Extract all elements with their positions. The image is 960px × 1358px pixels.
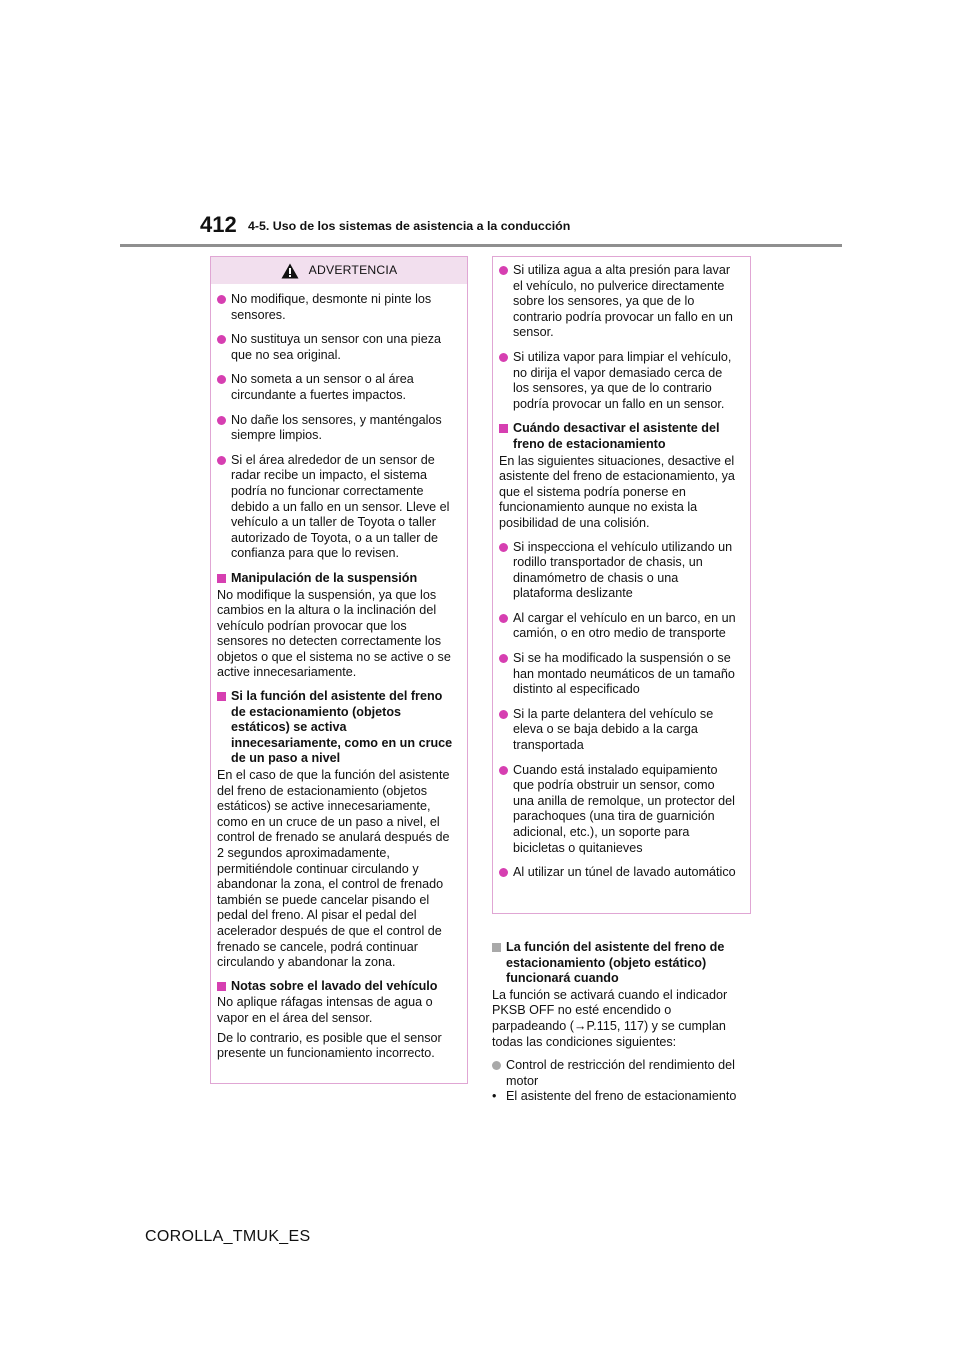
bullet-icon xyxy=(499,543,508,552)
suspension-text: No modifique la suspensión, ya que los cambios en la altura o la inclinación del vehículo podrían provocar que los sensores no detecten correctamente los objetos o que el sistema no se active o se active innecesariamente. xyxy=(217,587,451,680)
warning-item: Si utiliza agua a alta presión para lavar el vehículo, no pulverice directamente sobre los sensores, ya que de lo contrario podría provocar un fallo en un sensor. xyxy=(499,263,738,341)
footer-model-code: COROLLA_TMUK_ES xyxy=(145,1228,311,1245)
square-bullet-icon xyxy=(492,943,501,952)
deactivate-item: Si se ha modificado la suspensión o se han montado neumáticos de un tamaño distinto al especificado xyxy=(499,651,738,698)
wash-text-1: No aplique ráfagas intensas de agua o vapor en el área del sensor. xyxy=(217,995,433,1025)
bullet-icon xyxy=(217,416,226,425)
warning-item: Si el área alrededor de un sensor de radar recibe un impacto, el sistema podría no funcionar correctamente debido a un fallo en un sensor. Lleve el vehículo a un taller de Toyota o taller autorizado de Toyota, o a un taller de confianza para que lo revisen. xyxy=(217,453,455,562)
wash-heading: Notas sobre el lavado del vehículo xyxy=(217,979,455,995)
bullet-icon xyxy=(499,710,508,719)
deactivate-item: Cuando está instalado equipamiento que podría obstruir un sensor, como una anilla de remolque, un protector del parachoques (una tira de guarnición adicional, etc.), un soporte para bicicletas o quitanieves xyxy=(499,763,738,857)
suspension-heading: Manipulación de la suspensión xyxy=(217,571,455,587)
bullet-icon xyxy=(499,654,508,663)
wash-text-2: De lo contrario, es posible que el sensor presente un funcionamiento incorrecto. xyxy=(217,1030,442,1061)
bullet-icon xyxy=(217,456,226,465)
bullet-icon xyxy=(499,766,508,775)
deactivate-item: Al cargar el vehículo en un barco, en un camión, o en otro medio de transporte xyxy=(499,611,738,642)
header-divider xyxy=(120,244,842,247)
bullet-icon xyxy=(217,375,226,384)
warning-item: No someta a un sensor o al área circundante a fuertes impactos. xyxy=(217,372,455,403)
square-bullet-icon xyxy=(499,424,508,433)
crossing-heading: Si la función del asistente del freno de estacionamiento (objetos estáticos) se activa innecesariamente, como en un cruce de un paso a nivel xyxy=(217,689,455,767)
bullet-icon xyxy=(499,614,508,623)
bullet-icon xyxy=(492,1061,501,1070)
warning-item: No dañe los sensores, y manténgalos siempre limpios. xyxy=(217,413,455,444)
condition-sub-item: • El asistente del freno de estacionamiento xyxy=(492,1089,737,1104)
bullet-icon xyxy=(217,295,226,304)
warning-header xyxy=(211,257,467,284)
page-number: 412 xyxy=(200,212,237,237)
deactivate-heading: Cuándo desactivar el asistente del freno de estacionamiento xyxy=(499,421,738,452)
warning-item: Si utiliza vapor para limpiar el vehículo, no dirija el vapor demasiado cerca de los sensores, ya que de lo contrario podría provocar un fallo en un sensor. xyxy=(499,350,738,412)
function-section xyxy=(492,940,746,1105)
warning-title: ADVERTENCIA xyxy=(308,262,398,277)
square-bullet-icon xyxy=(217,982,226,991)
warning-box xyxy=(210,256,468,1084)
warning-item: No sustituya un sensor con una pieza que no sea original. xyxy=(217,332,455,363)
condition-item: Control de restricción del rendimiento del motor xyxy=(492,1058,746,1089)
bullet-icon xyxy=(499,868,508,877)
warning-box-continued xyxy=(492,256,751,914)
deactivate-item: Si la parte delantera del vehículo se eleva o se baja debido a la carga transportada xyxy=(499,707,738,754)
warning-triangle-icon xyxy=(281,263,299,279)
bullet-icon xyxy=(217,335,226,344)
section-title: 4-5. Uso de los sistemas de asistencia a la conducción xyxy=(248,219,571,233)
function-heading: La función del asistente del freno de estacionamiento (objeto estático) funcionará cuando xyxy=(492,940,746,987)
function-text: La función se activará cuando el indicador PKSB OFF no esté encendido o parpadeando (→P.115, 117) y se cumplan todas las condiciones siguientes: xyxy=(492,987,728,1049)
deactivate-item: Si inspecciona el vehículo utilizando un rodillo transportador de chasis, un dinamómetro de chasis o una plataforma deslizante xyxy=(499,540,738,602)
square-bullet-icon xyxy=(217,692,226,701)
deactivate-item: Al utilizar un túnel de lavado automático xyxy=(499,865,738,881)
bullet-icon xyxy=(499,353,508,362)
warning-item: No modifique, desmonte ni pinte los sensores. xyxy=(217,292,455,323)
crossing-text: En el caso de que la función del asistente del freno de estacionamiento (objetos estáticos) se active innecesariamente, como en un cruce de un paso a nivel, el control de frenado se anulará después de 2 segundos aproximadamente, permitiéndole continuar circulando y abandonar la zona, el control de frenado también se puede cancelar pisando el pedal del freno. Al pisar el pedal del acelerador después de que el control de frenado se cancele, podrá continuar circulando y abandonar la zona. xyxy=(217,768,450,970)
deactivate-text: En las siguientes situaciones, desactive el asistente del freno de estacionamiento, ya que el sistema podría ponerse en funcionamiento aunque no exista la posibilidad de una colisión. xyxy=(499,453,735,530)
square-bullet-icon xyxy=(217,574,226,583)
bullet-icon xyxy=(499,266,508,275)
